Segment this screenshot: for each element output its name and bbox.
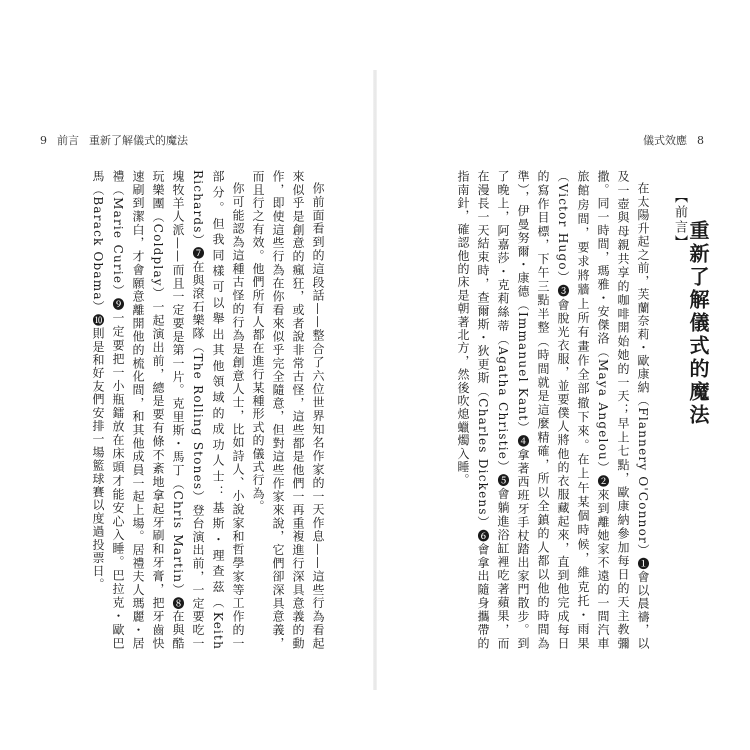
- right-page-number: 8: [697, 134, 704, 147]
- left-header-title: 重新了解儀式的魔法: [89, 134, 188, 147]
- left-running-header: [40, 134, 188, 148]
- left-paragraph-2: 你可能認為這種古怪的行為是創意人士，比如詩人、小說家和哲學家等工作的一部分。但我同樣可以舉出其他領域的成功人士：基斯・理查茲（Keith Richards）❼在與滾石樂隊（The Rolling Stones）登台演出前，一定要吃一塊牧羊人派——而且一定要是第一片。克里斯・馬丁（Chris Martin）❽在與酷玩樂團（Coldplay）一起演出前，總是要有條不紊地拿起牙刷和牙膏，把牙齒快速刷到潔白，才會願意離開他的梳化間，和其他成員一起上場。居禮夫人瑪麗・居禮（Marie Curie）❾一定要把一小瓶鐳放在床頭才能安心入睡。巴拉克・歐巴馬（Barack Obama）❿則是和好友們安排一場籃球賽以度過投票日。: [91, 170, 245, 650]
- left-paragraph-1: 你前面看到的這段話——整合了六位世界知名作家的一天作息——這些行為看起來似乎是創意的瘋狂，或者說非常古怪，這些都是他們一再重複進行深具意義的動作，即使這些行為在你看來似乎完全隨意，但對這些作家來說，它們卻深具意義，而且行之有效。他們所有人都在進行某種形式的儀式行為。: [251, 170, 325, 650]
- left-page-body: [38, 170, 328, 650]
- left-page: [38, 170, 328, 650]
- right-page-body: [430, 170, 653, 650]
- left-section-label: 前言: [57, 134, 79, 147]
- chapter-title: 重新了解儀式的魔法: [686, 220, 710, 427]
- book-gutter: [373, 70, 377, 690]
- chapter-title-block: [653, 170, 713, 650]
- chapter-tag: 【前言】: [672, 190, 687, 250]
- left-page-number: 9: [40, 134, 47, 147]
- right-running-header: [643, 134, 704, 148]
- right-book-title: 儀式效應: [643, 134, 687, 147]
- right-paragraph-1: 在太陽升起之前，芙蘭奈莉・歐康納（Flannery O'Connor）❶會以晨禱，以及一壺與母親共享的咖啡開始她的一天；早上七點，歐康納參加每日的天主教彌撒。同一時間，瑪雅・安傑洛（Maya Angelou）❷來到離她家不遠的一間汽車旅館房間，要求將牆上所有畫作全部撤下來。在上午某個時候，維克托・雨果（Victor Hugo）❸會脫光衣服，並要僕人將他的衣服藏起來，直到他完成每日的寫作目標，下午三點半整（時間就是這麼精確，所以全鎮的人都以他的時間為準），伊曼努爾・康德（Immanuel Kant）❹拿著西班牙手杖踏出家門散步。到了晚上，阿嘉莎・克莉絲蒂（Agatha Christie）❺會躺進浴缸裡吃著蘋果，而在漫長一天結束時，查爾斯・狄更斯（Charles Dickens）❻會拿出隨身攜帶的指南針，確認他的床是朝著北方，然後吹熄蠟燭入睡。: [456, 170, 650, 650]
- right-page: [430, 170, 713, 650]
